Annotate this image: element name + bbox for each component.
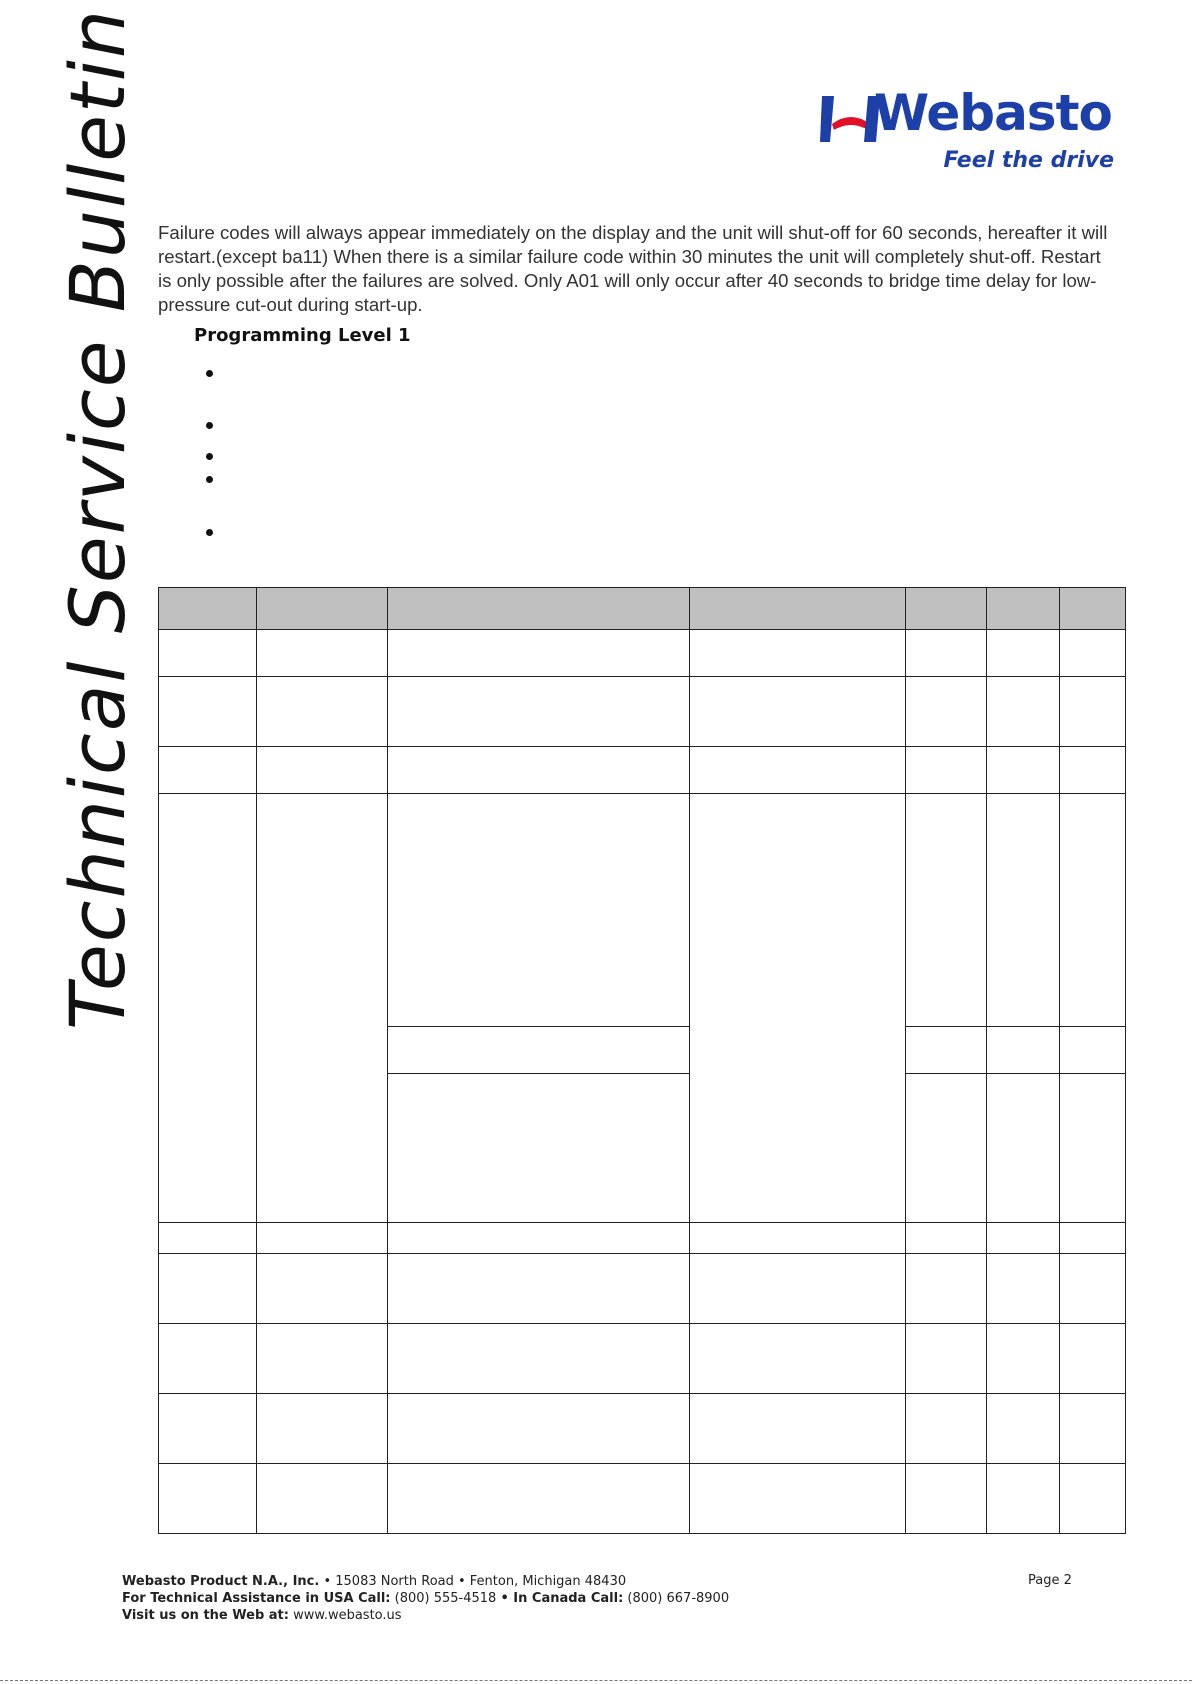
programming-level-heading: Programming Level 1 (194, 325, 411, 346)
bullet-dot (206, 529, 213, 536)
bullet-dot (206, 476, 213, 483)
webasto-wordmark: Webasto (874, 84, 1112, 142)
table-header-cell (1060, 588, 1126, 630)
table-header-cell (987, 588, 1060, 630)
bullet-dot (206, 370, 213, 377)
table-row (159, 1463, 1126, 1533)
bullet-dot (206, 453, 213, 460)
footer-address: • 15083 North Road • Fenton, Michigan 48430 (319, 1574, 627, 1589)
table-row (159, 1393, 1126, 1463)
footer-company: Webasto Product N.A., Inc. (122, 1574, 320, 1589)
page-bottom-divider (0, 1680, 1192, 1681)
table-row (159, 1253, 1126, 1323)
table-row (159, 677, 1126, 747)
logo-tagline: Feel the drive (943, 148, 1114, 173)
table-row (159, 747, 1126, 794)
table-header-cell (159, 588, 257, 630)
footer-usa-label: For Technical Assistance in USA Call: (122, 1591, 391, 1606)
bulletin-sidebar-title: Technical Service Bulletin (53, 7, 142, 1030)
footer-web-label: Visit us on the Web at: (122, 1608, 289, 1623)
page-footer (122, 1573, 729, 1624)
footer-web-link[interactable]: www.webasto.us (288, 1608, 402, 1623)
intro-paragraph: Failure codes will always appear immediately on the display and the unit will shut-off for 60 seconds, hereafter it will restart.(except ba11) When there is a similar failure code within 30 minutes the unit will completely shut-off. Restart is only possible after the failures are solved. Only A01 will only occur after 40 seconds to bridge time delay for low-pressure cut-out during start-up. (158, 222, 1108, 315)
table-row (159, 1323, 1126, 1393)
bullet-dot (206, 422, 213, 429)
table-header-cell (388, 588, 690, 630)
webasto-logo (816, 84, 1116, 180)
page-number: Page 2 (1028, 1573, 1072, 1588)
table-header-cell (257, 588, 388, 630)
footer-canada-label: • In Canada Call: (500, 1591, 624, 1606)
failure-code-table (158, 587, 1126, 1534)
table-header-cell (906, 588, 987, 630)
footer-canada-phone: (800) 667-8900 (623, 1591, 730, 1606)
table-header-cell (690, 588, 906, 630)
footer-web-line (122, 1607, 729, 1624)
footer-phone-line (122, 1590, 729, 1607)
table-row (159, 794, 1126, 1027)
footer-usa-phone: (800) 555-4518 (390, 1591, 501, 1606)
table-row (159, 630, 1126, 677)
footer-address-line (122, 1573, 729, 1590)
table-row (159, 1222, 1126, 1253)
